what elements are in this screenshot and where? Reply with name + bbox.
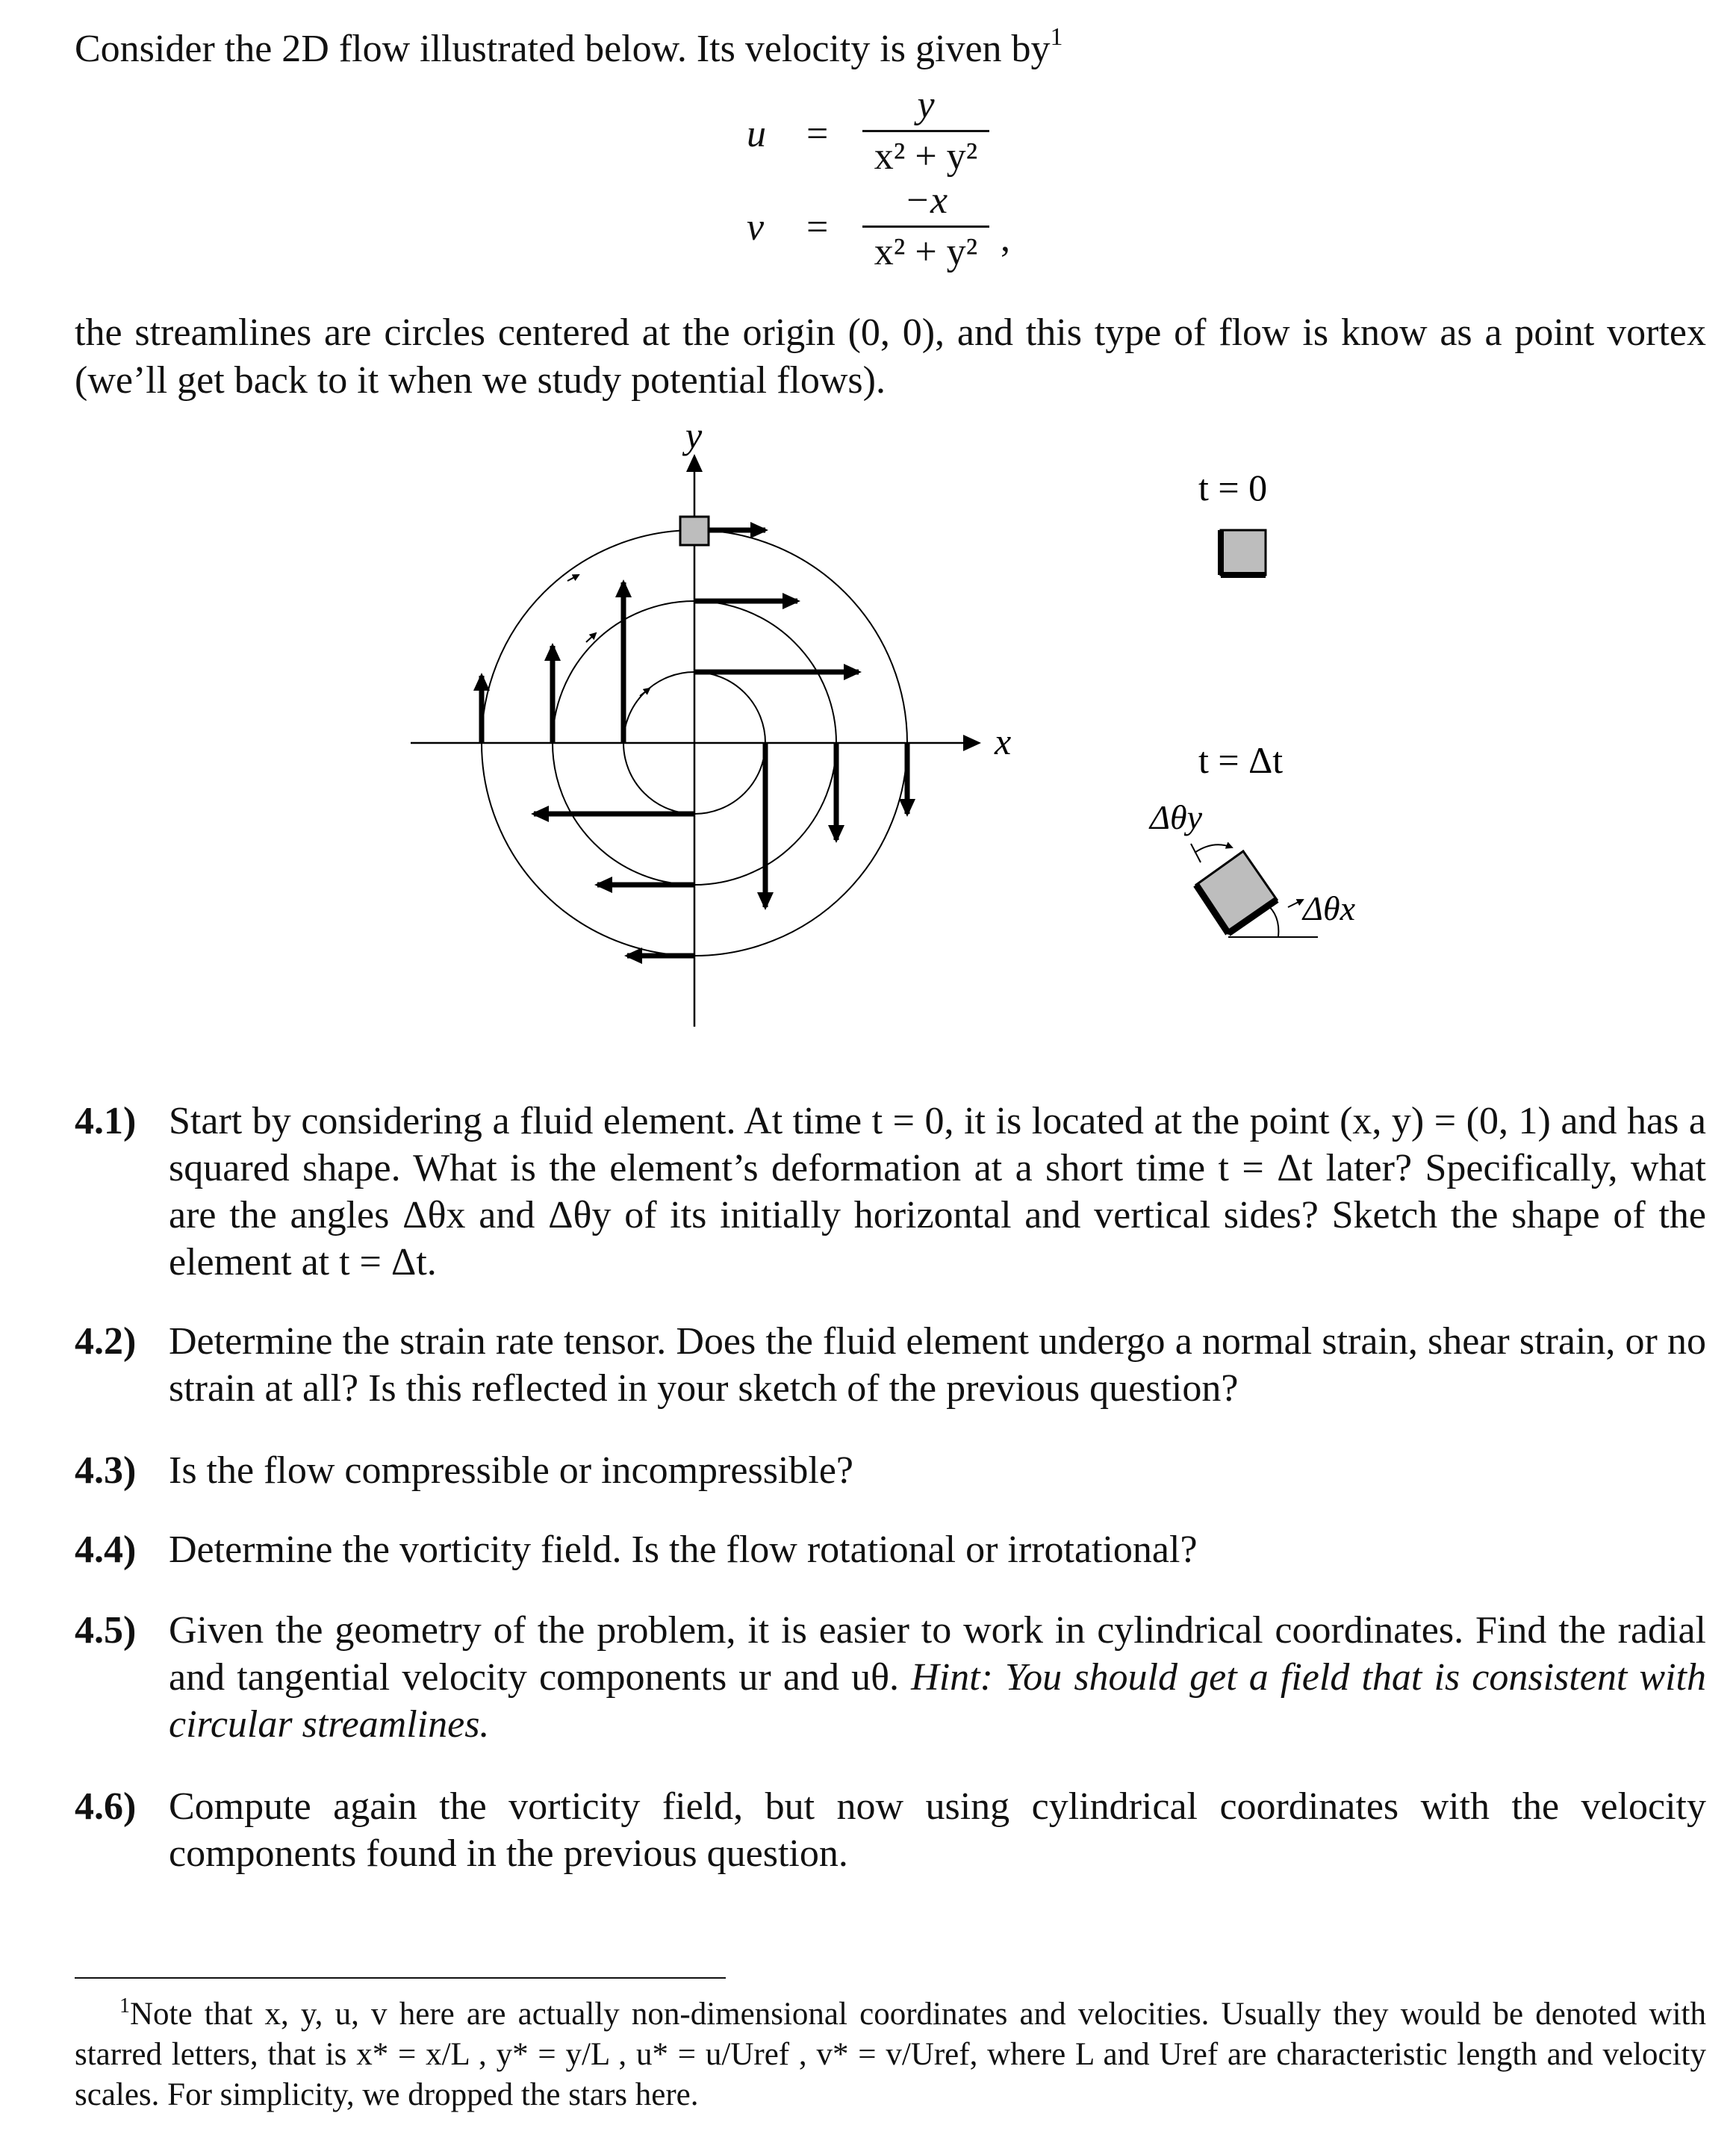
- delta-theta-x-pointer: [1288, 900, 1303, 907]
- u-denominator: x² + y²: [874, 135, 978, 178]
- u-fraction-bar: [862, 130, 989, 132]
- question-4-2: [75, 1318, 1706, 1415]
- question-4-5: [75, 1607, 1706, 1756]
- question-text: Determine the vorticity field. Is the flow rotational or irrotational?: [169, 1528, 1198, 1571]
- element-square-t0: [1221, 530, 1266, 575]
- question-number: 4.4): [75, 1528, 137, 1571]
- vortex-figure: [0, 403, 1736, 1045]
- x-axis-label: x: [995, 721, 1012, 762]
- question-number: 4.3): [75, 1449, 137, 1492]
- delta-theta-x-label: Δθx: [1303, 889, 1356, 927]
- question-text: Start by considering a fluid element. At time t = 0, it is located at the point (x, y) = (0, 1) and has a squared shape. What is the element’s deformation at a short time t = Δt later? Specifically, what are the angles Δθx and Δθy of its initially horizontal and vertical sides? Sketch the shape of the element at t = Δt.: [169, 1100, 1706, 1284]
- question-main-text: Given the geometry of the problem, it is easier to work in cylindrical coordinates. Find the radial and tangential velocity components ur and uθ.: [169, 1609, 1706, 1699]
- equation-comma: ,: [1001, 217, 1010, 260]
- question-number: 4.6): [75, 1785, 137, 1828]
- streamline-direction-arrow: [586, 633, 596, 642]
- delta-theta-y-label: Δθy: [1150, 798, 1203, 836]
- v-variable: v: [747, 206, 765, 249]
- question-4-4: [75, 1526, 1706, 1575]
- footnote-reference: 1: [1050, 23, 1063, 51]
- u-equals: =: [806, 113, 829, 155]
- u-fraction: [862, 82, 989, 180]
- u-numerator: y: [917, 84, 935, 126]
- footnote-mark: 1: [119, 1994, 130, 2018]
- question-text: Determine the strain rate tensor. Does the fluid element undergo a normal strain, shear strain, or no strain at all? Is this reflected in your sketch of the previous question?: [169, 1320, 1706, 1410]
- time-zero-label: t = 0: [1198, 467, 1268, 508]
- description-paragraph: the streamlines are circles centered at the origin (0, 0), and this type of flow is know as a point vortex (we’ll get back to it when we study potential flows).: [75, 311, 1706, 402]
- intro-line: [75, 13, 1063, 73]
- v-denominator: x² + y²: [874, 231, 978, 273]
- velocity-equations: [739, 75, 1113, 276]
- footnote-text: Note that x, y, u, v here are actually non-dimensional coordinates and velocities. Usually they would be denoted with starred letters, that is x* = x/L , y* = y/L , u* = u/Uref , v* = v/Uref, where L and Uref are characteristic length and velocity scales. For simplicity, we dropped the stars here.: [75, 1997, 1706, 2112]
- time-delta-label: t = Δt: [1198, 739, 1284, 781]
- intro-text: Consider the 2D flow illustrated below. Its velocity is given by: [75, 28, 1051, 70]
- v-numerator: −x: [903, 179, 948, 222]
- question-number: 4.2): [75, 1320, 137, 1363]
- streamline-direction-arrow: [640, 688, 650, 696]
- fluid-element-on-axis: [680, 517, 709, 545]
- streamline-direction-arrow: [567, 575, 579, 581]
- footnote-rule: [75, 1977, 726, 1979]
- question-4-3: [75, 1447, 1706, 1496]
- footnote: [75, 1986, 1706, 2115]
- delta-theta-y-arc: [1195, 844, 1232, 853]
- u-variable: u: [747, 113, 766, 155]
- question-text: Compute again the vorticity field, but now using cylindrical coordinates with the velocity components found in the previous question.: [169, 1785, 1706, 1875]
- element-rotated-tdt: [1196, 851, 1277, 933]
- v-fraction-bar: [862, 225, 989, 228]
- v-equals: =: [806, 206, 829, 249]
- question-4-6: [75, 1783, 1706, 1880]
- question-hint: Hint: You should get a field that is consistent with circular streamlines.: [169, 1656, 1706, 1746]
- v-fraction: [862, 178, 989, 276]
- delta-theta-y-tick: [1191, 844, 1201, 862]
- y-axis-label: y: [685, 414, 703, 456]
- question-number: 4.1): [75, 1100, 137, 1142]
- question-4-1: [75, 1098, 1706, 1292]
- question-text: [169, 1607, 1706, 1748]
- question-number: 4.5): [75, 1609, 137, 1652]
- question-text: Is the flow compressible or incompressible?: [169, 1449, 853, 1492]
